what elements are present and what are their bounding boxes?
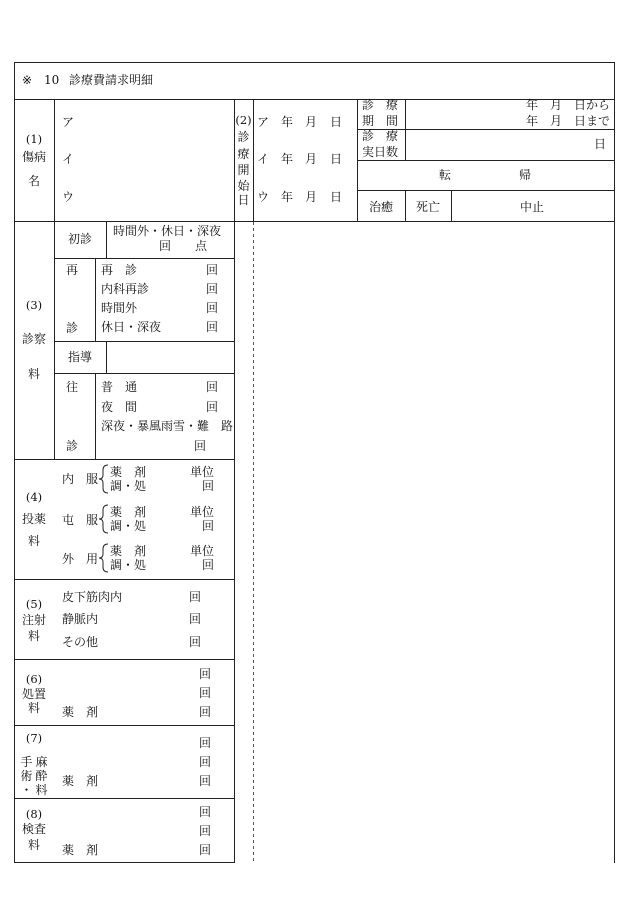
- medication-line-unit: 回: [202, 558, 215, 572]
- surgery-label-row: [14, 755, 54, 769]
- exam-drug-label: 薬 剤: [62, 843, 99, 857]
- revisit-item: 再 診: [101, 263, 138, 277]
- anesthesia-label-char: 酔: [35, 769, 48, 783]
- revisit-item-unit: 回: [206, 282, 219, 296]
- start-date-key: ア: [257, 115, 270, 129]
- surgery-drug-label: 薬 剤: [62, 774, 99, 788]
- start-date-month: 月: [305, 190, 318, 204]
- brace-external: [99, 544, 108, 572]
- treatment-label: 処置: [21, 687, 46, 701]
- exam-label-number: (8): [25, 807, 43, 821]
- surgery-unit: 回: [199, 774, 212, 788]
- reference-mark: ※: [22, 73, 33, 87]
- outcome-label: 帰: [519, 168, 532, 182]
- consultation-label-suffix: 料: [27, 367, 40, 381]
- diagnosis-item-i: イ: [62, 152, 75, 166]
- medication-line: 調・処: [110, 558, 147, 572]
- first-visit-label: 初診: [68, 232, 93, 246]
- revisit-item-unit: 回: [206, 263, 219, 277]
- house-call-item: 深夜・暴風雨雪・難 路: [101, 419, 234, 433]
- house-call-item-unit: 回: [206, 380, 219, 394]
- brace-asneeded: [99, 505, 108, 533]
- house-call-item: 普 通: [101, 380, 138, 394]
- exam-label-suffix: 料: [27, 838, 40, 852]
- medication-line: 薬 剤: [110, 544, 147, 558]
- period-label: 診 療: [362, 98, 399, 112]
- injection-item-unit: 回: [189, 590, 202, 604]
- first-visit-points-unit: 点: [195, 239, 208, 253]
- form-title: 診療費請求明細: [69, 73, 154, 87]
- brace-internal: [99, 465, 108, 493]
- surgery-label-row: [14, 769, 54, 783]
- start-date-label-number: (2): [235, 113, 252, 127]
- exam-label: 検査: [21, 822, 46, 836]
- medication-line-unit: 単位: [190, 465, 215, 479]
- house-call-item-unit: 回: [206, 400, 219, 414]
- surgery-label-char: 手: [20, 755, 33, 769]
- medication-line: 薬 剤: [110, 465, 147, 479]
- first-visit-count-unit: 回: [159, 239, 172, 253]
- diagnosis-label-suffix: 名: [27, 174, 40, 188]
- injection-item: その他: [62, 635, 99, 649]
- diagnosis-item-a: ア: [62, 115, 75, 129]
- surgery-label-char: ・: [20, 783, 33, 797]
- revisit-label: 再: [66, 263, 79, 277]
- revisit-label: 診: [66, 321, 79, 335]
- consultation-label: 診察: [21, 332, 46, 346]
- medication-line-unit: 単位: [190, 544, 215, 558]
- actual-days-label: 実日数: [362, 145, 399, 159]
- exam-unit: 回: [199, 805, 212, 819]
- anesthesia-label-char: 麻: [35, 755, 48, 769]
- medication-line-unit: 単位: [190, 505, 215, 519]
- first-visit-detail: 時間外・休日・深夜: [113, 224, 222, 238]
- start-date-month: 月: [305, 115, 318, 129]
- guidance-label: 指導: [68, 350, 93, 364]
- treatment-unit: 回: [199, 686, 212, 700]
- diagnosis-label: 傷病: [21, 150, 46, 164]
- injection-item-unit: 回: [189, 635, 202, 649]
- period-label: 期 間: [362, 114, 399, 128]
- start-date-year: 年: [281, 152, 294, 166]
- revisit-item: 内科再診: [101, 282, 150, 296]
- outcome-discontinued: 中止: [520, 200, 545, 214]
- house-call-item: 夜 間: [101, 400, 138, 414]
- surgery-label-char: 術: [20, 769, 33, 783]
- outcome-cured: 治癒: [369, 200, 394, 214]
- house-call-label: 診: [66, 439, 79, 453]
- period-to: 年 月 日まで: [525, 114, 610, 128]
- treatment-unit: 回: [199, 667, 212, 681]
- start-date-label-char: 始: [237, 179, 250, 193]
- injection-item: 皮下筋肉内: [62, 590, 123, 604]
- surgery-label-row: [14, 783, 54, 797]
- actual-days-unit: 日: [594, 137, 607, 151]
- start-date-day: 日: [330, 152, 343, 166]
- start-date-day: 日: [330, 190, 343, 204]
- medication-label: 投薬: [21, 512, 46, 526]
- revisit-item-unit: 回: [206, 301, 219, 315]
- treatment-label-suffix: 料: [27, 701, 40, 715]
- medication-label-number: (4): [25, 490, 43, 504]
- start-date-year: 年: [281, 190, 294, 204]
- medication-line-unit: 回: [202, 519, 215, 533]
- house-call-label: 往: [66, 380, 79, 394]
- exam-unit: 回: [199, 843, 212, 857]
- anesthesia-label-char: 料: [35, 783, 48, 797]
- start-date-label-char: 療: [237, 147, 250, 161]
- injection-item: 静脈内: [62, 612, 99, 626]
- treatment-unit: 回: [199, 705, 212, 719]
- actual-days-label: 診 療: [362, 129, 399, 143]
- revisit-item: 時間外: [101, 301, 138, 315]
- injection-item-unit: 回: [189, 612, 202, 626]
- exam-unit: 回: [199, 824, 212, 838]
- period-from: 年 月 日から: [525, 98, 610, 112]
- start-date-label-char: 診: [237, 130, 250, 144]
- surgery-unit: 回: [199, 755, 212, 769]
- start-date-label-char: 日: [237, 193, 250, 207]
- diagnosis-label-number: (1): [25, 132, 43, 146]
- surgery-unit: 回: [199, 736, 212, 750]
- consultation-label-number: (3): [25, 298, 43, 312]
- injection-label-suffix: 料: [27, 629, 40, 643]
- surgery-label-number: (7): [25, 731, 43, 745]
- start-date-month: 月: [305, 152, 318, 166]
- diagnosis-item-u: ウ: [62, 190, 75, 204]
- medication-line: 薬 剤: [110, 505, 147, 519]
- outcome-label: 転: [439, 168, 452, 182]
- revisit-item-unit: 回: [206, 320, 219, 334]
- start-date-day: 日: [330, 115, 343, 129]
- start-date-label-char: 開: [237, 163, 250, 177]
- start-date-key: ウ: [257, 190, 270, 204]
- treatment-label-number: (6): [25, 672, 43, 686]
- injection-label-number: (5): [25, 597, 43, 611]
- medication-line: 調・処: [110, 479, 147, 493]
- revisit-item: 休日・深夜: [101, 320, 162, 334]
- external-use-label: 外 用: [62, 552, 99, 566]
- medication-line: 調・処: [110, 519, 147, 533]
- injection-label: 注射: [21, 613, 46, 627]
- internal-use-label: 内 服: [62, 472, 99, 486]
- medication-label-suffix: 料: [27, 534, 40, 548]
- treatment-drug-label: 薬 剤: [62, 705, 99, 719]
- as-needed-label: 屯 服: [62, 513, 99, 527]
- outcome-deceased: 死亡: [416, 200, 441, 214]
- start-date-year: 年: [281, 115, 294, 129]
- medication-line-unit: 回: [202, 479, 215, 493]
- start-date-key: イ: [257, 152, 270, 166]
- house-call-item-unit: 回: [194, 439, 207, 453]
- section-number: 10: [44, 73, 60, 87]
